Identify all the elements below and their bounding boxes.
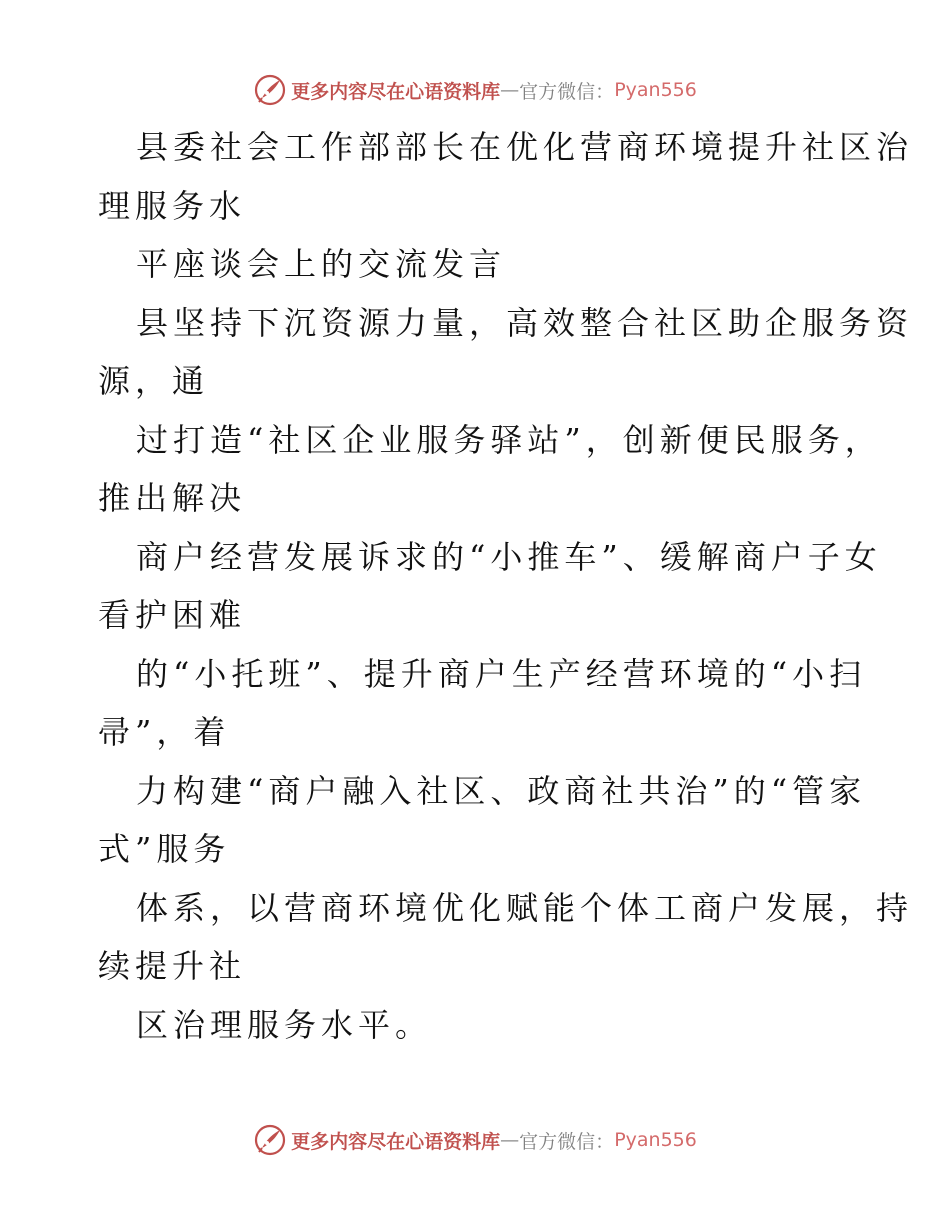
watermark-main-text: 更多内容尽在心语资料库 bbox=[291, 80, 501, 103]
paragraph-line: 平座谈会上的交流发言 bbox=[136, 245, 507, 283]
paragraph bbox=[98, 996, 858, 1055]
paragraph-line: 过打造“社区企业服务驿站”，创新便民服务， bbox=[136, 420, 882, 459]
watermark-wechat-id: Pyan556 bbox=[614, 79, 697, 101]
watermark-dash: — bbox=[500, 79, 520, 101]
watermark-official-text: 官方微信： bbox=[519, 1130, 615, 1153]
paragraph bbox=[98, 294, 914, 411]
paragraph bbox=[98, 528, 882, 645]
paragraph-line: 帚”，着 bbox=[98, 713, 231, 751]
paragraph-line: 推出解决 bbox=[98, 479, 247, 517]
paragraph-line: 理服务水 bbox=[98, 186, 247, 225]
document-body bbox=[98, 118, 914, 1054]
paragraph bbox=[98, 879, 914, 996]
footer-watermark bbox=[0, 1120, 950, 1160]
paragraph-line: 商户经营发展诉求的“小推车”、缓解商户子女 bbox=[136, 537, 882, 576]
paragraph-line: 体系，以营商环境优化赋能个体工商户发展，持 bbox=[136, 888, 914, 927]
paragraph-line: 源，通 bbox=[98, 362, 210, 400]
paragraph bbox=[98, 762, 867, 879]
paragraph-line: 力构建“商户融入社区、政商社共治”的“管家 bbox=[136, 771, 867, 810]
watermark-main-text: 更多内容尽在心语资料库 bbox=[291, 1130, 501, 1153]
watermark-official-text: 官方微信： bbox=[519, 80, 615, 103]
paragraph-line: 县委社会工作部部长在优化营商环境提升社区治 bbox=[136, 128, 914, 166]
watermark-wechat-id: Pyan556 bbox=[614, 1129, 697, 1151]
watermark-dash: — bbox=[500, 1129, 520, 1151]
paragraph-line: 的“小托班”、提升商户生产经营环境的“小扫 bbox=[136, 654, 867, 693]
header-watermark bbox=[0, 70, 950, 110]
feather-pen-logo-icon bbox=[253, 73, 287, 107]
paragraph-line: 看护困难 bbox=[98, 596, 247, 634]
paragraph bbox=[98, 235, 858, 294]
paragraph bbox=[98, 645, 867, 762]
paragraph bbox=[98, 411, 882, 528]
feather-pen-logo-icon bbox=[253, 1123, 287, 1157]
paragraph-line: 县坚持下沉资源力量，高效整合社区助企服务资 bbox=[136, 303, 914, 342]
paragraph-line: 式”服务 bbox=[98, 830, 231, 868]
paragraph-line: 区治理服务水平。 bbox=[136, 1005, 433, 1044]
paragraph bbox=[98, 118, 914, 235]
paragraph-line: 续提升社 bbox=[98, 947, 247, 985]
